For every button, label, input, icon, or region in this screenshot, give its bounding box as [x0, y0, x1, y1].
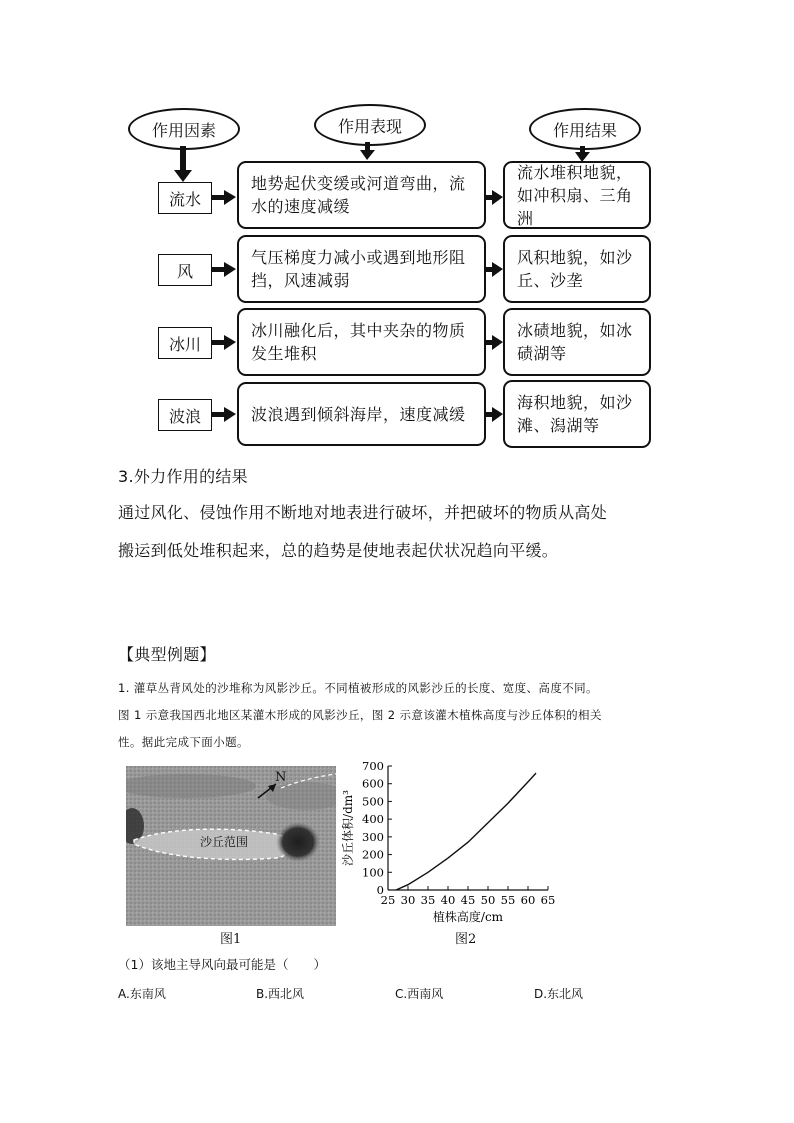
process-glacier: 冰川融化后，其中夹杂的物质发生堆积: [237, 308, 486, 376]
arrow-head: [492, 262, 503, 277]
example-line3: 性。据此完成下面小题。: [118, 735, 249, 749]
header-process: 作用表现: [314, 104, 426, 146]
question-stem: （1）该地主导风向最可能是（ ）: [118, 957, 326, 972]
north-label: N: [275, 770, 287, 785]
x-axis-label: 植株高度/cm: [432, 910, 504, 924]
y-tick-label: 500: [362, 794, 384, 809]
arrow-head: [492, 407, 503, 422]
process-wind: 气压梯度力减小或遇到地形阻挡，风速减弱: [237, 235, 486, 303]
factor-glacier: 冰川: [158, 327, 212, 359]
option-a[interactable]: A.东南风: [118, 987, 166, 1001]
header-factors: 作用因素: [128, 108, 240, 150]
y-tick-label: 100: [362, 865, 384, 880]
option-b[interactable]: B.西北风: [256, 987, 305, 1001]
figure1-caption: 图1: [220, 932, 242, 947]
example-heading: 【典型例题】: [118, 645, 216, 664]
y-tick-label: 300: [362, 829, 384, 844]
arrow-head: [224, 262, 236, 277]
factor-wind: 风: [158, 254, 212, 286]
x-tick-label: 60: [520, 893, 536, 907]
figure2-chart: [340, 756, 560, 932]
arrow-head: [224, 190, 236, 205]
series-curve: [396, 773, 536, 890]
result-wind: 风积地貌，如沙丘、沙垄: [503, 235, 651, 303]
arrow-head: [360, 150, 375, 160]
process-water: 地势起伏变缓或河道弯曲，流水的速度减缓: [237, 161, 486, 229]
result-water: 流水堆积地貌，如冲积扇、三角洲: [503, 161, 651, 229]
section-heading: 3.外力作用的结果: [118, 467, 248, 486]
factor-water: 流水: [158, 182, 212, 214]
result-glacier: 冰碛地貌，如冰碛湖等: [503, 308, 651, 376]
figure1-photo: [126, 766, 336, 926]
shrub-mark: [276, 822, 320, 862]
arrow-head: [224, 335, 236, 350]
y-tick-label: 600: [362, 776, 384, 791]
arrow-head: [224, 407, 236, 422]
section-paragraph-line2: 搬运到低处堆积起来，总的趋势是使地表起伏状况趋向平缓。: [118, 541, 559, 560]
x-tick-label: 35: [420, 893, 436, 907]
process-waves: 波浪遇到倾斜海岸，速度减缓: [237, 382, 486, 446]
y-tick-label: 400: [362, 812, 384, 827]
x-tick-label: 40: [440, 893, 456, 907]
x-tick-label: 45: [460, 893, 476, 907]
x-tick-label: 30: [400, 893, 416, 907]
result-waves: 海积地貌，如沙滩、潟湖等: [503, 380, 651, 448]
y-tick-label: 0: [376, 883, 384, 897]
header-results: 作用结果: [529, 108, 641, 150]
arrow-shaft: [180, 146, 186, 172]
x-tick-label: 55: [500, 893, 516, 907]
figure2-caption: 图2: [455, 932, 477, 947]
y-tick-label: 200: [362, 847, 384, 862]
x-tick-label: 50: [480, 893, 496, 907]
example-line2: 图 1 示意我国西北地区某灌木形成的风影沙丘，图 2 示意该灌木植株高度与沙丘体积的相关: [118, 708, 602, 722]
x-tick-label: 25: [380, 893, 396, 907]
arrow-head: [492, 335, 503, 350]
arrow-head: [492, 190, 503, 205]
example-line1: 1. 灌草丛背风处的沙堆称为风影沙丘。不同植被形成的风影沙丘的长度、宽度、高度不同。: [118, 681, 598, 695]
option-d[interactable]: D.东北风: [534, 987, 584, 1001]
x-tick-label: 65: [540, 893, 556, 907]
section-paragraph-line1: 通过风化、侵蚀作用不断地对地表进行破坏，并把破坏的物质从高处: [118, 503, 608, 522]
y-axis-label: 沙丘体积/dm³: [341, 790, 355, 866]
y-tick-label: 700: [362, 759, 384, 773]
factor-waves: 波浪: [158, 399, 212, 431]
arrow-head: [174, 170, 192, 182]
dune-range-label: 沙丘范围: [200, 835, 249, 849]
option-c[interactable]: C.西南风: [395, 987, 444, 1001]
